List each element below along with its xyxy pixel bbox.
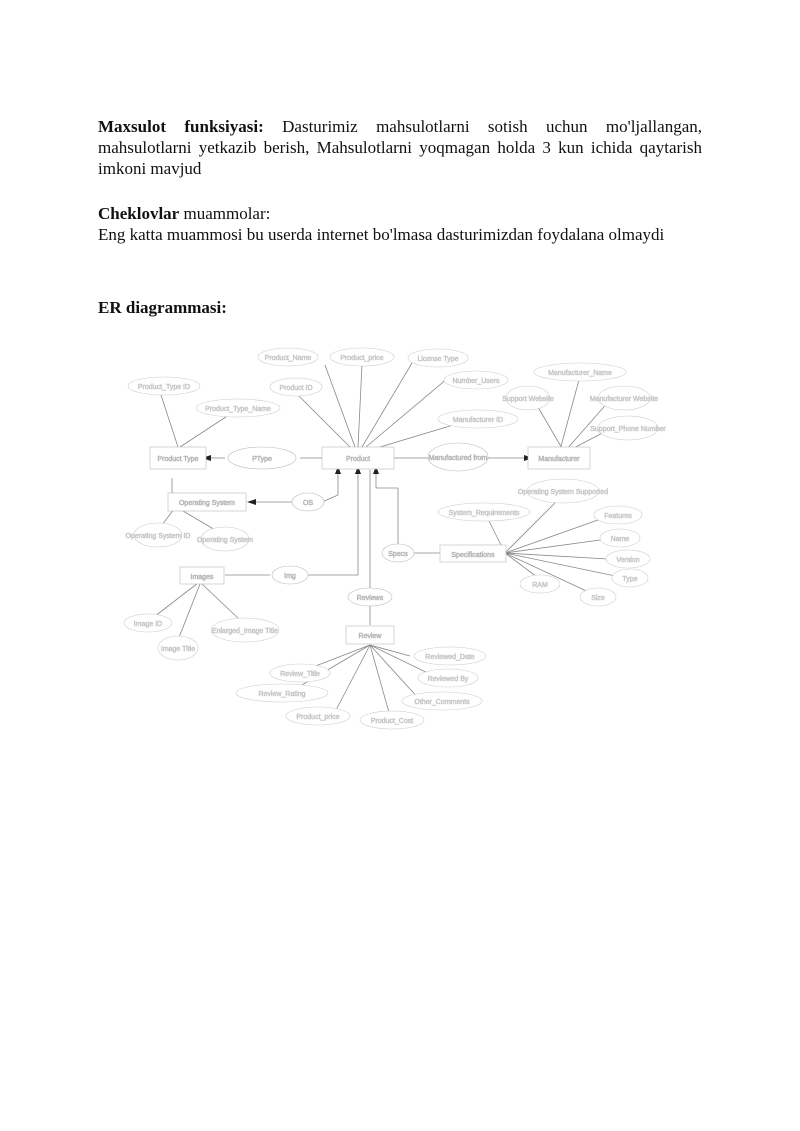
svg-text:Product_price: Product_price bbox=[296, 714, 340, 721]
svg-text:Manufacturer ID: Manufacturer ID bbox=[452, 417, 504, 424]
svg-text:Features: Features bbox=[604, 513, 632, 520]
attr-type bbox=[612, 569, 648, 587]
svg-text:Operating System: Operating System bbox=[178, 500, 236, 507]
entity-operating-system bbox=[168, 493, 246, 511]
svg-text:Operating System: Operating System bbox=[196, 537, 254, 544]
svg-text:Enlarged_Image Title: Enlarged_Image Title bbox=[211, 628, 279, 635]
svg-text:Manufactured from: Manufactured from bbox=[428, 455, 488, 462]
relationship-reviews bbox=[348, 588, 392, 606]
attr-ram bbox=[520, 575, 560, 593]
svg-text:Image Title: Image Title bbox=[160, 646, 196, 653]
attr-os-name bbox=[197, 527, 253, 551]
er-diagram bbox=[110, 340, 690, 740]
svg-text:Reviews: Reviews bbox=[356, 595, 384, 602]
svg-text:Product: Product bbox=[345, 456, 371, 463]
svg-text:Review: Review bbox=[358, 633, 382, 640]
attr-system-requirements bbox=[438, 503, 530, 521]
svg-text:Product_Type ID: Product_Type ID bbox=[137, 384, 191, 391]
svg-text:Manufacturer Website: Manufacturer Website bbox=[589, 396, 659, 403]
svg-text:Manufacturer_Name: Manufacturer_Name bbox=[548, 370, 612, 377]
attr-enlarged-image-title bbox=[211, 618, 279, 642]
svg-text:Review_Title: Review_Title bbox=[280, 671, 320, 678]
svg-text:Support_Phone Number: Support_Phone Number bbox=[590, 426, 666, 433]
svg-text:License Type: License Type bbox=[417, 356, 459, 363]
er-diagram-heading: ER diagrammasi: bbox=[98, 298, 227, 317]
svg-text:Specs: Specs bbox=[388, 551, 408, 558]
entity-product-type bbox=[150, 447, 206, 469]
product-function-heading: Maxsulot funksiyasi: bbox=[98, 117, 264, 136]
svg-text:Product_Cost: Product_Cost bbox=[370, 718, 414, 725]
attr-image-id bbox=[124, 614, 172, 632]
svg-text:Size: Size bbox=[591, 595, 605, 602]
limitations-heading-line bbox=[98, 203, 702, 224]
attr-review-rating bbox=[236, 684, 328, 702]
svg-text:Reviewed By: Reviewed By bbox=[427, 676, 469, 683]
attr-license-type bbox=[408, 349, 468, 367]
svg-text:System_Requirements: System_Requirements bbox=[448, 510, 520, 517]
attr-manufacturer-name bbox=[534, 363, 626, 381]
limitations-text: Eng katta muammosi bu userda internet bo'lmasa dasturimizdan foydalana olmaydi bbox=[98, 225, 665, 244]
svg-text:Version: Version bbox=[616, 557, 640, 564]
attr-product-name bbox=[258, 348, 318, 366]
product-function-paragraph bbox=[98, 116, 702, 179]
attr-product-price bbox=[330, 348, 394, 366]
svg-text:Number_Users: Number_Users bbox=[452, 378, 500, 385]
attr-os-system-supported bbox=[518, 479, 608, 503]
limitations-heading: Cheklovlar bbox=[98, 204, 180, 223]
svg-text:Product_Name: Product_Name bbox=[264, 355, 312, 362]
relationship-ptype bbox=[228, 447, 296, 469]
attr-name bbox=[600, 529, 640, 547]
svg-text:OS: OS bbox=[302, 500, 314, 507]
svg-text:Other_Comments: Other_Comments bbox=[414, 699, 470, 706]
svg-text:Product_Type_Name: Product_Type_Name bbox=[205, 406, 271, 413]
entity-images bbox=[180, 567, 224, 584]
svg-text:Product_price: Product_price bbox=[340, 355, 384, 362]
attr-review-title bbox=[270, 664, 330, 682]
svg-text:Operating System ID: Operating System ID bbox=[125, 533, 191, 540]
entity-specifications bbox=[440, 545, 506, 562]
relationship-manufactured-from bbox=[428, 443, 488, 471]
svg-text:Manufacturer: Manufacturer bbox=[538, 456, 580, 463]
attr-reviewed-date bbox=[414, 647, 486, 665]
svg-text:Name: Name bbox=[610, 536, 630, 543]
attr-version bbox=[606, 550, 650, 568]
entity-manufacturer bbox=[528, 447, 590, 469]
attr-support-website bbox=[502, 386, 554, 410]
svg-text:RAM: RAM bbox=[532, 582, 548, 589]
attr-review-product-price bbox=[286, 707, 350, 725]
attr-features bbox=[594, 506, 642, 524]
attr-reviewed-by bbox=[418, 669, 478, 687]
attr-support-phone-number bbox=[590, 416, 666, 440]
svg-text:PType: PType bbox=[252, 456, 272, 463]
attr-image-title bbox=[158, 636, 198, 660]
svg-text:Img: Img bbox=[284, 573, 296, 580]
svg-text:Type: Type bbox=[622, 576, 638, 583]
svg-text:Product Type: Product Type bbox=[157, 456, 199, 463]
svg-text:Review_Rating: Review_Rating bbox=[258, 691, 306, 698]
attr-product-type-name bbox=[196, 399, 280, 417]
svg-text:Operating System Supported: Operating System Supported bbox=[517, 489, 609, 496]
relationship-specs bbox=[382, 544, 414, 562]
attr-other-comments bbox=[402, 692, 482, 710]
attr-size bbox=[580, 588, 616, 606]
svg-text:Support Website: Support Website bbox=[502, 396, 554, 403]
entity-review bbox=[346, 626, 394, 644]
svg-text:Product ID: Product ID bbox=[279, 385, 313, 392]
relationship-os bbox=[292, 493, 324, 511]
svg-text:Image ID: Image ID bbox=[133, 621, 163, 628]
svg-text:Specifications: Specifications bbox=[451, 552, 495, 559]
attr-manufacturer-website bbox=[590, 386, 658, 410]
product-function-text: Dasturimiz mahsulotlarni sotish uchun mo'ljallangan, mahsulotlarni yetkazib berish, Mahsulotlarni yoqmagan holda 3 kun ichida qaytarish imkoni mavjud bbox=[98, 117, 702, 178]
limitations-heading-suffix: muammolar: bbox=[179, 204, 271, 223]
attr-product-type-id bbox=[128, 377, 200, 395]
attr-os-product-id bbox=[126, 523, 191, 547]
attr-product-id bbox=[270, 378, 322, 396]
attr-product-cost bbox=[360, 711, 424, 729]
attr-manufacturer-id bbox=[438, 410, 518, 428]
attr-number-users bbox=[444, 371, 508, 389]
entity-product bbox=[322, 447, 394, 469]
svg-text:Images: Images bbox=[190, 574, 214, 581]
relationship-img bbox=[272, 566, 308, 584]
svg-text:Reviewed_Date: Reviewed_Date bbox=[425, 654, 475, 661]
